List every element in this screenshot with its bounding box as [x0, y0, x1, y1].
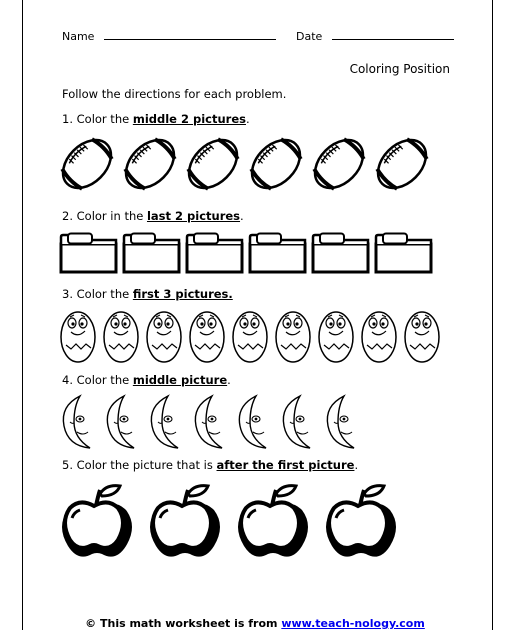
crescent-moon-icon[interactable] [58, 392, 98, 452]
crescent-moon-icon[interactable] [322, 392, 362, 452]
problem-2-pictures [58, 232, 433, 274]
problem-1-pictures [58, 132, 431, 196]
crescent-moon-icon[interactable] [102, 392, 142, 452]
problem-1-text: 1. Color the middle 2 pictures. [62, 112, 250, 126]
folder-icon[interactable] [184, 232, 244, 274]
page-border-left [22, 0, 23, 630]
apple-icon[interactable] [234, 482, 312, 564]
egg-face-icon[interactable] [316, 305, 356, 365]
football-icon[interactable] [310, 132, 368, 196]
egg-face-icon[interactable] [273, 305, 313, 365]
crescent-moon-icon[interactable] [190, 392, 230, 452]
crescent-moon-icon[interactable] [146, 392, 186, 452]
footer-link[interactable]: www.teach-nology.com [281, 617, 425, 630]
egg-face-icon[interactable] [359, 305, 399, 365]
date-field[interactable] [296, 30, 454, 43]
crescent-moon-icon[interactable] [278, 392, 318, 452]
egg-face-icon[interactable] [187, 305, 227, 365]
footer [0, 617, 510, 630]
problem-4-text: 4. Color the middle picture. [62, 373, 231, 387]
problem-3-pictures [58, 305, 442, 365]
problem-2-text: 2. Color in the last 2 pictures. [62, 209, 244, 223]
football-icon[interactable] [58, 132, 116, 196]
problem-3-text: 3. Color the first 3 pictures. [62, 287, 233, 301]
page-border-right [492, 0, 493, 630]
problem-5-emphasis: after the first picture [216, 458, 355, 472]
apple-icon[interactable] [146, 482, 224, 564]
name-field[interactable] [62, 30, 276, 43]
egg-face-icon[interactable] [144, 305, 184, 365]
name-label: Name [62, 30, 95, 43]
football-icon[interactable] [373, 132, 431, 196]
apple-icon[interactable] [322, 482, 400, 564]
problem-5-pictures [58, 482, 400, 564]
problem-1-emphasis: middle 2 pictures [132, 112, 246, 126]
problem-2-emphasis: last 2 pictures [146, 209, 241, 223]
crescent-moon-icon[interactable] [234, 392, 274, 452]
folder-icon[interactable] [121, 232, 181, 274]
football-icon[interactable] [184, 132, 242, 196]
directions-text: Follow the directions for each problem. [62, 87, 287, 101]
name-line[interactable] [104, 30, 276, 40]
problem-3-emphasis: first 3 pictures. [132, 287, 233, 301]
folder-icon[interactable] [373, 232, 433, 274]
folder-icon[interactable] [247, 232, 307, 274]
date-line[interactable] [332, 30, 454, 40]
football-icon[interactable] [121, 132, 179, 196]
problem-4-emphasis: middle picture [132, 373, 228, 387]
egg-face-icon[interactable] [101, 305, 141, 365]
apple-icon[interactable] [58, 482, 136, 564]
folder-icon[interactable] [310, 232, 370, 274]
problem-4-pictures [58, 392, 362, 452]
egg-face-icon[interactable] [402, 305, 442, 365]
egg-face-icon[interactable] [58, 305, 98, 365]
problem-5-text: 5. Color the picture that is after the first picture. [62, 458, 359, 472]
folder-icon[interactable] [58, 232, 118, 274]
worksheet-title: Coloring Position [349, 62, 450, 76]
egg-face-icon[interactable] [230, 305, 270, 365]
football-icon[interactable] [247, 132, 305, 196]
footer-text: © This math worksheet is from [85, 617, 282, 630]
date-label: Date [296, 30, 323, 43]
